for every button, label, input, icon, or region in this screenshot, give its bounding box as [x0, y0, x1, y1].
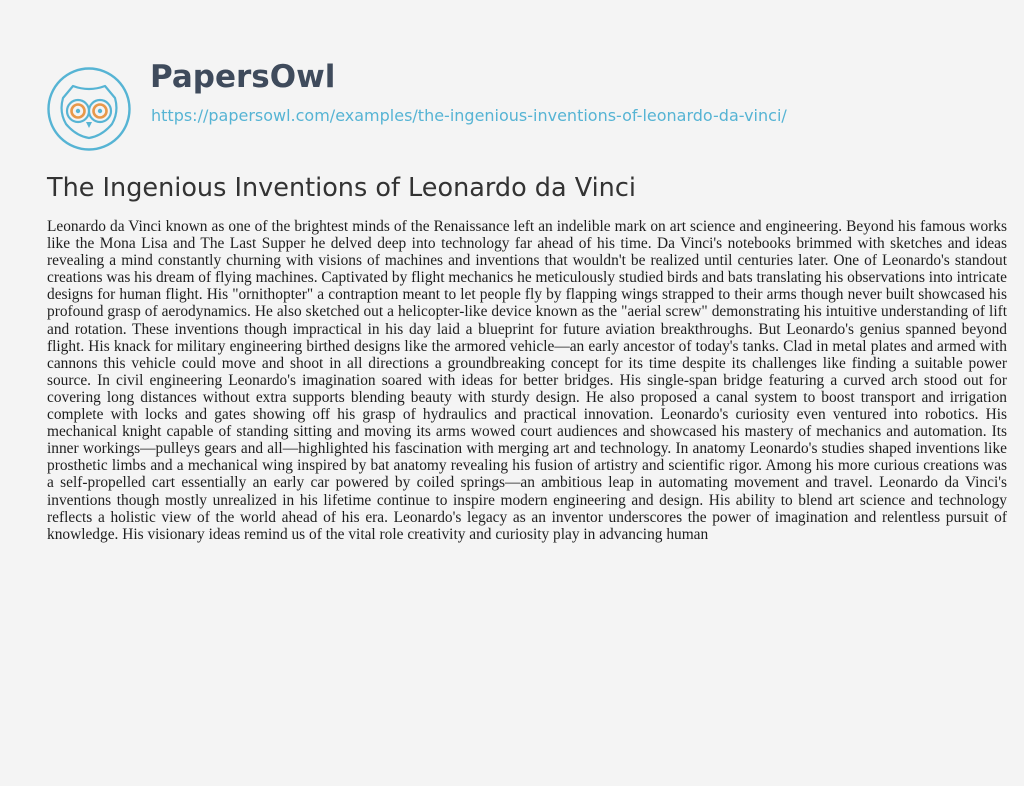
- article-url-link[interactable]: https://papersowl.com/examples/the-ingenious-inventions-of-leonardo-da-vinci/: [151, 106, 787, 125]
- article-body: Leonardo da Vinci known as one of the brightest minds of the Renaissance left an indelible mark on art science and engineering. Beyond his famous works like the Mona Lisa and The Last Supper he delved deep into technology far ahead of his time. Da Vinci's notebooks brimmed with sketches and ideas revealing a mind constantly churning with visions of machines and inventions that wouldn't be realized until centuries later. One of Leonardo's standout creations was his dream of flying machines. Captivated by flight mechanics he meticulously studied birds and bats translating his observations into intricate designs for human flight. His "ornithopter" a contraption meant to let people fly by flapping wings strapped to their arms though never built showcased his profound grasp of aerodynamics. He also sketched out a helicopter-like device known as the "aerial screw" demonstrating his intuitive understanding of lift and rotation. These inventions though impractical in his day laid a blueprint for future aviation breakthroughs. But Leonardo's genius spanned beyond flight. His knack for military engineering birthed designs like the armored vehicle—an early ancestor of today's tanks. Clad in metal plates and armed with cannons this vehicle could move and shoot in all directions a groundbreaking concept for its time despite its challenges like finding a suitable power source. In civil engineering Leonardo's imagination soared with ideas for better bridges. His single-span bridge featuring a curved arch stood out for covering long distances without extra supports blending beauty with sturdy design. He also proposed a canal system to boost transport and irrigation complete with locks and gates showing off his grasp of hydraulics and practical innovation. Leonardo's curiosity even ventured into robotics. His mechanical knight capable of standing sitting and moving its arms wowed court audiences and showcased his mastery of mechanics and automation. Its inner workings—pulleys gears and all—highlighted his fascination with merging art and technology. In anatomy Leonardo's studies shaped inventions like prosthetic limbs and a mechanical wing inspired by bat anatomy revealing his fusion of artistry and scientific rigor. Among his more curious creations was a self-propelled cart essentially an early car powered by coiled springs—an ambitious leap in automating movement and travel. Leonardo da Vinci's inventions though mostly unrealized in his lifetime continue to inspire modern engineering and design. His ability to blend art science and technology reflects a holistic view of the world ahead of his era. Leonardo's legacy as an inventor underscores the power of imagination and relentless pursuit of knowledge. His visionary ideas remind us of the vital role creativity and curiosity play in advancing human: [47, 218, 1007, 543]
- owl-logo-icon: [46, 66, 132, 152]
- brand-name: PapersOwl: [150, 59, 336, 95]
- page-title: The Ingenious Inventions of Leonardo da Vinci: [47, 173, 636, 203]
